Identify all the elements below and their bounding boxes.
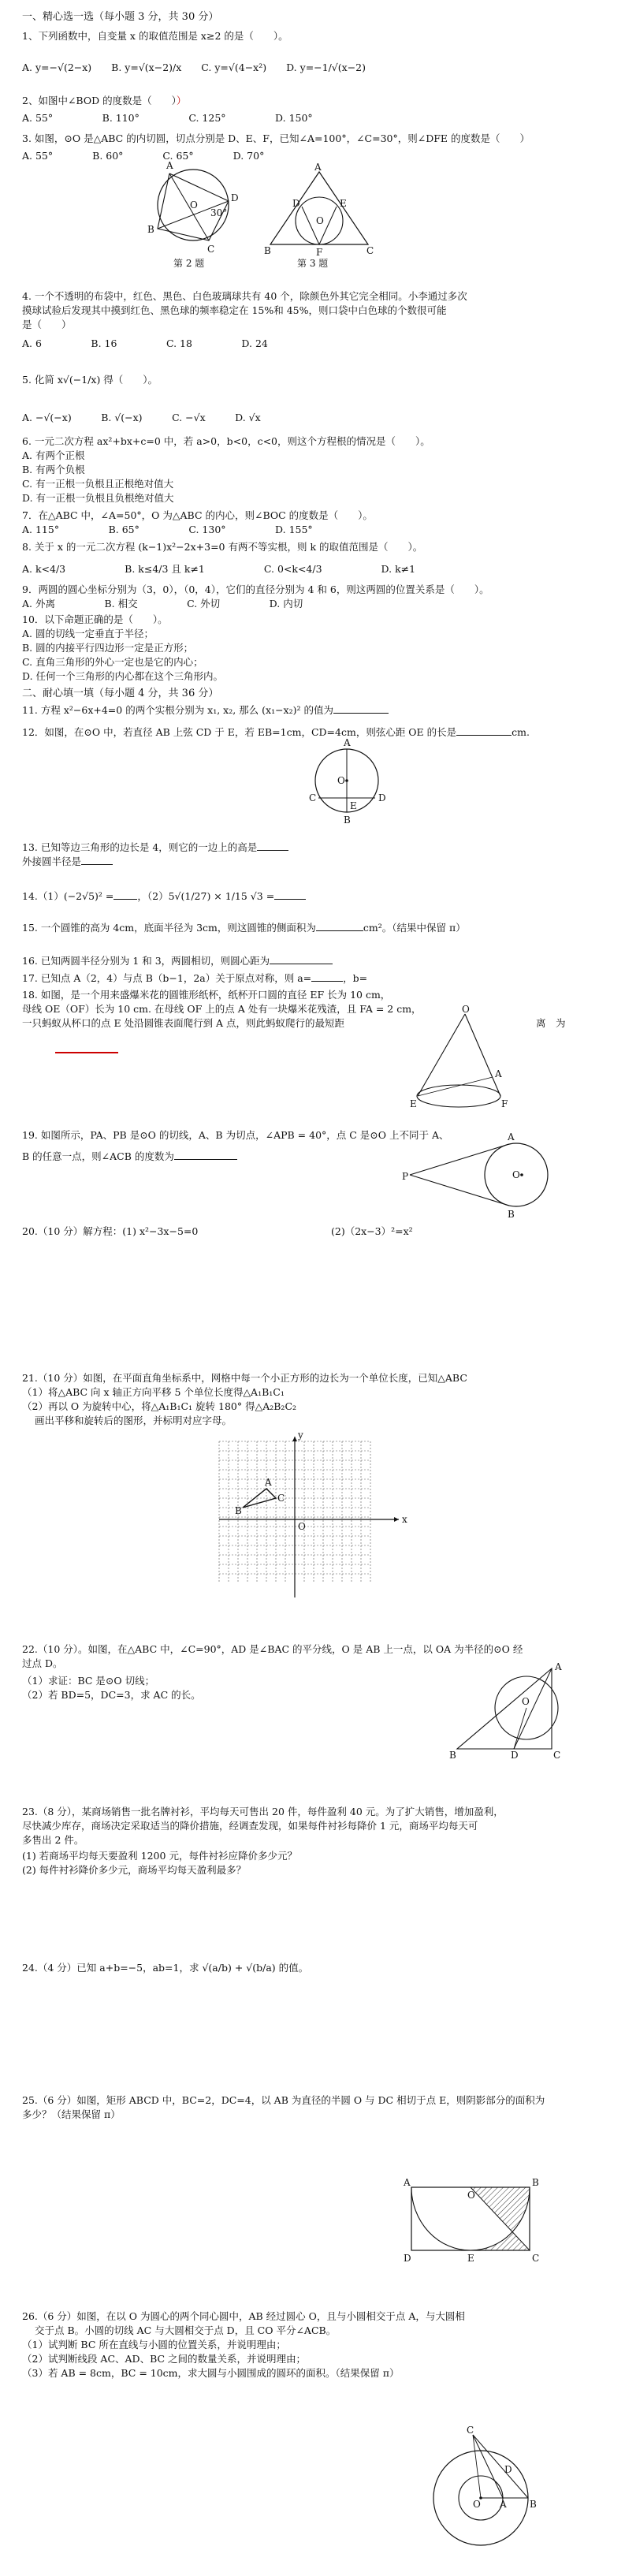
q14-answer-blank-2 <box>274 889 306 900</box>
q15-question: 15. 一个圆锥的高为 4cm，底面半径为 3cm，则这圆锥的侧面积为 <box>22 922 316 934</box>
fig2-caption: 第 2 题 <box>173 258 205 269</box>
figure-q21-grid <box>219 1432 408 1597</box>
q6-option-b: B. 有两个负根 <box>22 464 85 475</box>
q17-text <box>22 971 605 985</box>
q10-option-c: C. 直角三角形的外心一定也是它的内心； <box>22 656 203 668</box>
q10-option-b: B. 圆的内接平行四边形一定是正方形； <box>22 642 194 654</box>
q23-line3: 多售出 2 件。 <box>22 1834 84 1846</box>
fig25-label-c: C <box>532 2253 540 2264</box>
fig3-label-o: O <box>316 215 324 226</box>
fig21-label-o: O <box>298 1521 306 1532</box>
fig25-label-a: A <box>404 2177 411 2188</box>
q16-question: 16. 已知两圆半径分别为 1 和 3，两圆相切，则圆心距为 <box>22 955 270 967</box>
q22-line1: 22.（10 分）。如图，在△ABC 中，∠C=90°，AD 是∠BAC 的平分线，O 是 AB 上一点，以 OA 为半径的⊙O 经 <box>22 1643 523 1655</box>
q4-line2: 摸球试验后发现其中摸到红色、黑色球的频率稳定在 15%和 45%，则口袋中白色球的个数很可能 <box>22 304 447 316</box>
q4-options: A. 6 B. 16 C. 18 D. 24 <box>22 337 268 349</box>
q3-text: 3. 如图，⊙O 是△ABC 的内切圆，切点分别是 D、E、F，已知∠A=100°，∠C=30°，则∠DFE 的度数是（ ） <box>22 132 530 144</box>
q21-line4: 画出平移和旋转后的图形，并标明对应字母。 <box>35 1415 233 1426</box>
q13-question-2: 外接圆半径是 <box>22 856 82 867</box>
q20-text: 20.（10 分）解方程：(1) x²−3x−5=0 <box>22 1225 199 1237</box>
q16-text <box>22 954 605 967</box>
section1-title: 一、精心选一选（每小题 3 分，共 30 分） <box>22 11 219 23</box>
figure-q26 <box>426 2425 537 2555</box>
fig12-label-b: B <box>344 815 351 826</box>
q19-question: B 的任意一点，则∠ACB 的度数为 <box>22 1150 174 1162</box>
q23-line5: (2) 每件衬衫降价多少元，商场平均每天盈利最多？ <box>22 1864 247 1876</box>
fig18-label-e: E <box>410 1098 417 1109</box>
q15-text <box>22 921 605 934</box>
fig3-label-b: B <box>264 245 271 256</box>
q9-text: 9．两圆的圆心坐标分别为（3，0），（0，4），它们的直径分别为 4 和 6，则这两圆的位置关系是（ ）。 <box>22 583 489 595</box>
q12-question: 12．如图，在⊙O 中，若直径 AB 上弦 CD 于 E，若 EB=1cm，CD=4cm，则弦心距 OE 的长是 <box>22 726 457 738</box>
q14-text <box>22 889 605 903</box>
q23-line4: (1) 若商场平均每天要盈利 1200 元，每件衬衫应降价多少元？ <box>22 1850 297 1862</box>
fig12-label-e: E <box>350 800 357 811</box>
fig2-label-a: A <box>166 160 173 171</box>
q18-red-answer-line <box>55 1052 118 1053</box>
fig3-label-a: A <box>314 162 322 173</box>
q25-line2: 多少？（结果保留 π） <box>22 2108 121 2120</box>
fig19-label-o: O <box>512 1169 520 1180</box>
fig21-label-x: x <box>402 1514 407 1525</box>
q16-answer-blank <box>270 954 333 964</box>
q17-answer-blank-a <box>311 971 343 982</box>
q7-options: A. 115° B. 65° C. 130° D. 155° <box>22 524 313 535</box>
fig19-label-b: B <box>508 1209 515 1220</box>
fig18-label-a: A <box>495 1068 502 1079</box>
q12-text <box>22 725 605 739</box>
q25-line1: 25.（6 分）如图，矩形 ABCD 中，BC=2，DC=4，以 AB 为直径的半圆 O 与 DC 相切于点 E，则阴影部分的面积为 <box>22 2094 545 2106</box>
q10-text: 10．以下命题正确的是（ ）。 <box>22 613 168 625</box>
fig26-label-b: B <box>530 2499 537 2510</box>
fig2-angle: 30° <box>210 207 228 218</box>
q23-line2: 尽快减少库存，商场决定采取适当的降价措施，经调查发现，如果每件衬衫每降价 1 元，商场平均每天可 <box>22 1820 478 1832</box>
q22-line2: 过点 D。 <box>22 1657 63 1669</box>
fig26-label-c: C <box>467 2425 474 2436</box>
figure-q22 <box>449 1661 567 1761</box>
q1-options: A. y=−√(2−x) B. y=√(x−2)/x C. y=√(4−x²) D. y=−1/√(x−2) <box>22 62 366 73</box>
q21-line2: （1）将△ABC 向 x 轴正方向平移 5 个单位长度得△A₁B₁C₁ <box>22 1386 285 1398</box>
fig19-label-a: A <box>508 1131 515 1143</box>
q13-answer-blank-2 <box>81 855 113 865</box>
q15-unit: cm²。（结果中保留 π） <box>363 922 466 934</box>
q23-line1: 23.（8 分），某商场销售一批名牌衬衫，平均每天可售出 20 件，每件盈利 40 元。为了扩大销售，增加盈利， <box>22 1806 504 1817</box>
q19-line1: 19. 如图所示，PA、PB 是⊙O 的切线，A、B 为切点，∠APB = 40°，点 C 是⊙O 上不同于 A、 <box>22 1129 449 1141</box>
fig2-label-o: O <box>190 199 198 211</box>
q12-unit: cm. <box>512 726 530 738</box>
q22-line4: （2）若 BD=5，DC=3，求 AC 的长。 <box>22 1689 201 1701</box>
fig25-label-o: O <box>467 2190 475 2201</box>
fig25-label-b: B <box>532 2177 539 2188</box>
fig12-label-a: A <box>344 737 351 748</box>
fig12-label-c: C <box>309 792 317 803</box>
fig3-label-e: E <box>340 198 347 209</box>
q18-line2: 母线 OE（OF）长为 10 cm. 在母线 OF 上的点 A 处有一块爆米花残渣，且 FA = 2 cm， <box>22 1003 422 1015</box>
q14-part1: 14.（1）(−2√5)² = <box>22 890 114 902</box>
fig22-label-d: D <box>511 1750 519 1761</box>
fig26-label-a: A <box>500 2499 507 2510</box>
fig18-label-o: O <box>462 1004 470 1015</box>
q7-text: 7．在△ABC 中，∠A=50°，O 为△ABC 的内心，则∠BOC 的度数是（ ）。 <box>22 509 373 521</box>
fig25-label-d: D <box>404 2253 411 2264</box>
fig19-label-p: P <box>402 1171 409 1182</box>
q1-text: 1、下列函数中，自变量 x 的取值范围是 x≥2 的是（ ）。 <box>22 30 288 42</box>
q18-tail: 离 为 <box>536 1017 566 1029</box>
fig26-label-d: D <box>504 2464 512 2475</box>
fig22-label-o: O <box>522 1696 530 1707</box>
q15-answer-blank <box>316 921 363 931</box>
q26-line3: （1）试判断 BC 所在直线与小圆的位置关系，并说明理由； <box>22 2339 286 2350</box>
q4-line3: 是（ ） <box>22 319 72 330</box>
q6-option-a: A. 有两个正根 <box>22 449 85 461</box>
q26-line2: 交于点 B。小圆的切线 AC 与大圆相交于点 D，且 CO 平分∠ACB。 <box>35 2324 337 2336</box>
fig12-label-o: O <box>337 775 345 786</box>
q14-part2: ，（2）5√(1/27) × 1/15 √3 = <box>137 890 275 902</box>
figure-q12 <box>307 737 394 828</box>
fig3-label-c: C <box>366 245 374 256</box>
q10-option-d: D. 任何一个三角形的内心都在这个三角形内。 <box>22 670 224 682</box>
q8-text: 8. 关于 x 的一元二次方程 (k−1)x²−2x+3=0 有两不等实根，则 k 的取值范围是（ ）。 <box>22 541 423 553</box>
q13-line2 <box>22 855 605 868</box>
q2-options: A. 55° B. 110° C. 125° D. 150° <box>22 112 313 124</box>
q13-line1 <box>22 841 605 854</box>
fig22-label-b: B <box>449 1750 456 1761</box>
fig3-label-f: F <box>316 247 323 258</box>
q20-part2: (2)（2x−3）²=x² <box>331 1225 413 1237</box>
q5-text: 5. 化简 x√(−1/x) 得（ ）。 <box>22 374 158 386</box>
figure-q25 <box>404 2177 545 2268</box>
q11-text <box>22 703 605 717</box>
q2-red-mark: ） <box>176 95 187 106</box>
fig2-label-d: D <box>231 192 239 203</box>
q21-line1: 21.（10 分）如图，在平面直角坐标系中，网格中每一个小正方形的边长为一个单位长度，已知△ABC <box>22 1372 467 1384</box>
q6-text: 6. 一元二次方程 ax²+bx+c=0 中，若 a>0，b<0，c<0，则这个方程根的情况是（ ）。 <box>22 435 430 447</box>
fig12-label-d: D <box>378 792 386 803</box>
q11-question: 11. 方程 x²−6x+4=0 的两个实根分别为 x₁, x₂, 那么 (x₁−x₂)² 的值为 <box>22 704 333 716</box>
q6-option-d: D. 有一正根一负根且负根绝对值大 <box>22 492 174 504</box>
q3-options: A. 55° B. 60° C. 65° D. 70° <box>22 150 265 162</box>
figure-q3 <box>264 162 374 269</box>
fig2-label-c: C <box>207 244 215 255</box>
q18-line1: 18. 如图，是一个用来盛爆米花的圆锥形纸杯，纸杯开口圆的直径 EF 长为 10 cm， <box>22 989 391 1001</box>
figure-q2 <box>138 158 256 268</box>
fig21-label-a: A <box>265 1477 272 1488</box>
q22-line3: （1）求证：BC 是⊙O 切线； <box>22 1675 155 1687</box>
fig22-label-a: A <box>555 1661 562 1672</box>
q12-answer-blank <box>456 725 512 736</box>
section2-title: 二、耐心填一填（每小题 4 分，共 36 分） <box>22 688 219 699</box>
fig25-label-e: E <box>467 2253 474 2264</box>
q8-options: A. k<4/3 B. k≤4/3 且 k≠1 C. 0<k<4/3 D. k≠1 <box>22 563 416 575</box>
q26-line5: （3）若 AB = 8cm，BC = 10cm，求大圆与小圆围成的圆环的面积。（结果保留 π） <box>22 2367 400 2379</box>
q2-question: 2、如图中∠BOD 的度数是（ ） <box>22 95 177 106</box>
q19-answer-blank <box>174 1150 237 1160</box>
q26-line1: 26.（6 分）如图，在以 O 为圆心的两个同心圆中，AB 经过圆心 O，且与小圆相交于点 A，与大圆相 <box>22 2310 465 2322</box>
fig26-label-o: O <box>473 2499 481 2510</box>
q11-answer-blank <box>333 703 389 714</box>
fig21-label-y: y <box>298 1430 303 1441</box>
q13-question: 13. 已知等边三角形的边长是 4，则它的一边上的高是 <box>22 841 258 853</box>
q6-option-c: C. 有一正根一负根且正根绝对值大 <box>22 478 174 490</box>
fig3-label-d: D <box>292 198 300 209</box>
q21-line3: （2）再以 O 为旋转中心，将△A₁B₁C₁ 旋转 180° 得△A₂B₂C₂ <box>22 1400 297 1412</box>
q10-option-a: A. 圆的切线一定垂直于半径； <box>22 628 154 639</box>
q2-text <box>22 95 605 107</box>
q24-text: 24.（4 分）已知 a+b=−5，ab=1，求 √(a/b) + √(b/a) 的值。 <box>22 1962 309 1974</box>
q17-b: ，b= <box>343 972 368 984</box>
q18-line3: 一只蚂蚁从杯口的点 E 处沿圆锥表面爬行到 A 点，则此蚂蚁爬行的最短距 <box>22 1017 345 1029</box>
q14-answer-blank-1 <box>113 889 137 900</box>
q4-line1: 4. 一个不透明的布袋中，红色、黑色、白色玻璃球共有 40 个，除颜色外其它完全相同。小李通过多次 <box>22 290 467 302</box>
fig21-label-c: C <box>277 1493 285 1504</box>
q5-options: A. −√(−x) B. √(−x) C. −√x D. √x <box>22 412 261 423</box>
fig18-label-f: F <box>501 1098 508 1109</box>
fig3-caption: 第 3 题 <box>297 258 329 269</box>
figure-q18 <box>410 1004 512 1120</box>
q26-line4: （2）试判断线段 AC、AD、BC 之间的数量关系，并说明理由； <box>22 2353 307 2365</box>
fig21-label-b: B <box>235 1505 242 1516</box>
fig2-label-b: B <box>147 224 154 235</box>
q17-question: 17. 已知点 A（2，4）与点 B（b−1，2a）关于原点对称，则 a= <box>22 972 312 984</box>
q9-options: A. 外离 B. 相交 C. 外切 D. 内切 <box>22 598 303 610</box>
fig22-label-c: C <box>553 1750 561 1761</box>
figure-q19 <box>402 1131 552 1220</box>
q13-answer-blank-1 <box>257 841 288 851</box>
